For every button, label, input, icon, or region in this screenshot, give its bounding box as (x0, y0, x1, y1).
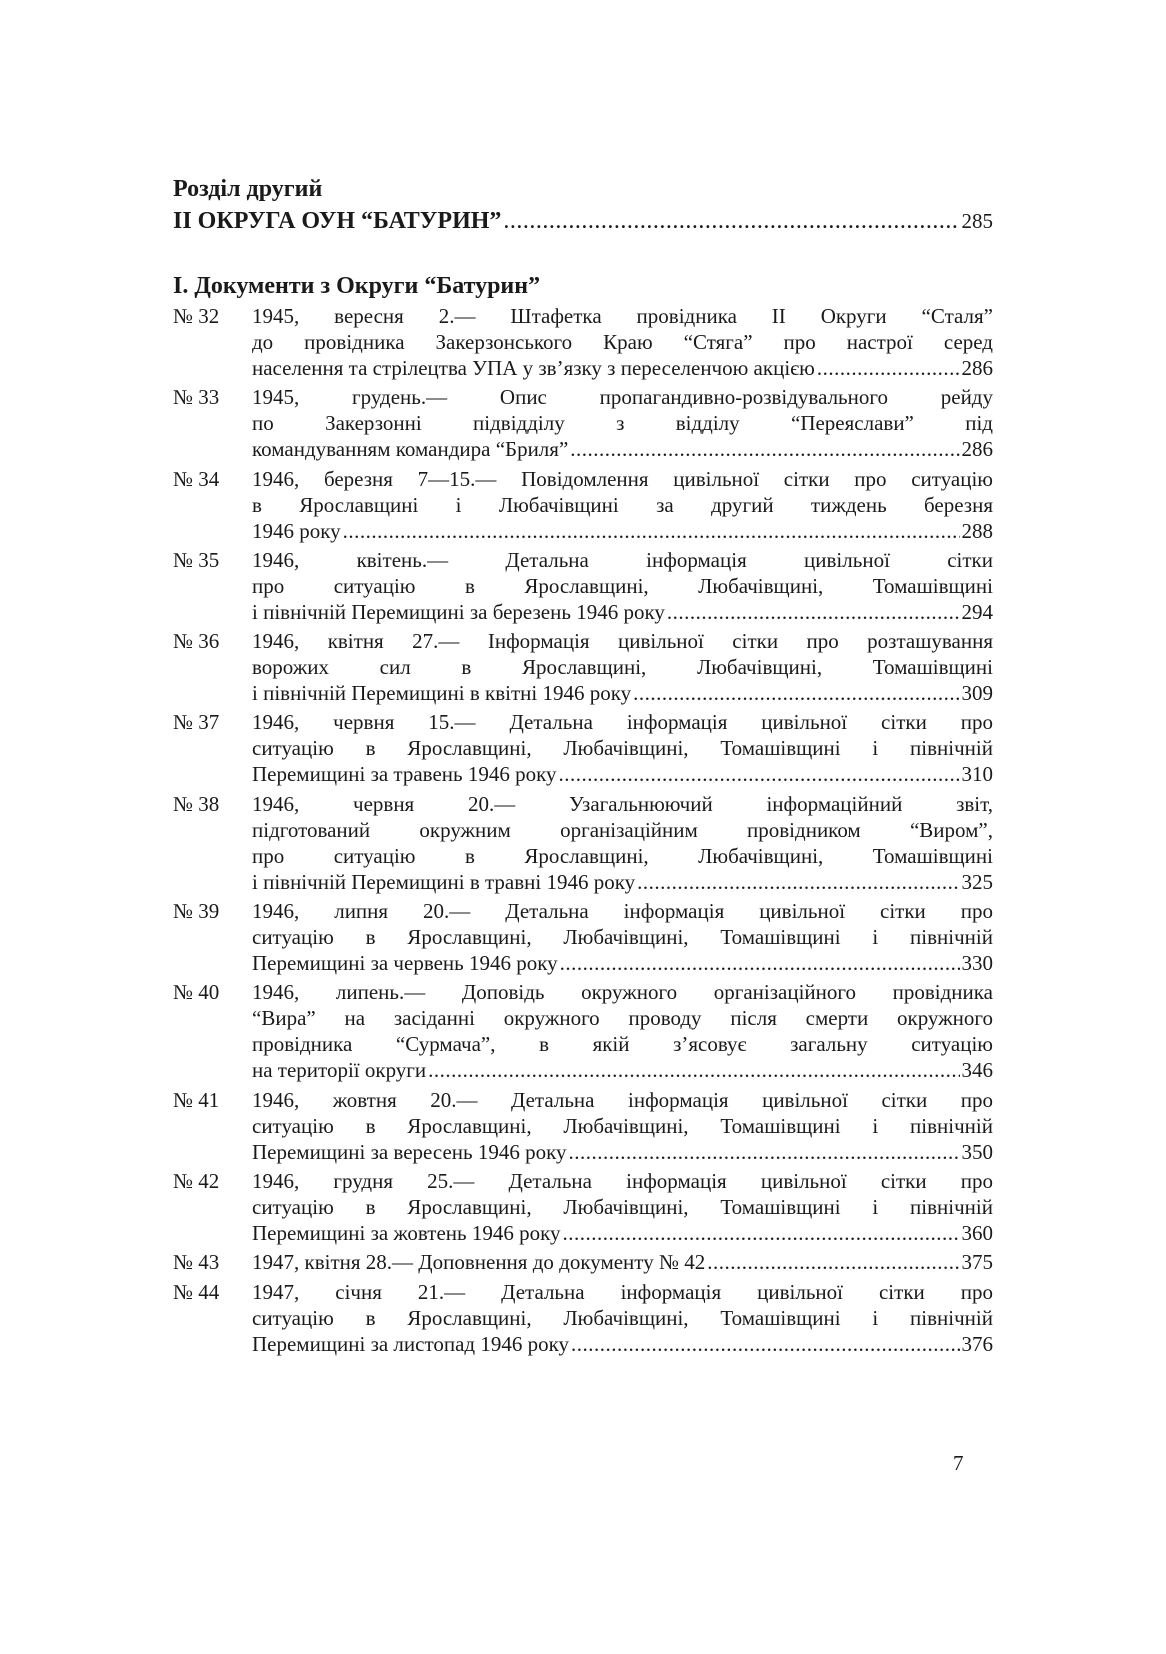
entry-line: Перемищині за жовтень 1946 року (252, 1220, 561, 1245)
dot-leader (707, 1249, 959, 1275)
entry-last-line (252, 1249, 993, 1275)
dot-leader (570, 436, 959, 462)
part-title-line (173, 205, 993, 237)
entry-line: 1946, березня 7—15.— Повідомлення цивільної сітки про ситуацію (252, 466, 993, 491)
entry-line: підготований окружним організаційним провідником “Виром”, (252, 817, 993, 842)
entry-line: населення та стрілецтва УПА у зв’язку з переселенчою акцією (252, 356, 815, 380)
dot-leader (569, 1139, 960, 1165)
section-title: І. Документи з Округи “Батурин” (173, 273, 541, 299)
entry-line: 1947, січня 21.— Детальна інформація цивільної сітки про (252, 1279, 993, 1304)
entry-line: на території округи (252, 1058, 427, 1083)
toc-entry (173, 898, 993, 976)
entry-description (252, 1279, 993, 1357)
entry-line: ситуацію в Ярославщині, Любачівщині, Томашівщині і північній (252, 925, 993, 950)
toc-entry (173, 709, 993, 787)
document-number: № 44 (173, 1279, 220, 1304)
part-page-number: 285 (961, 209, 993, 233)
toc-entry (173, 791, 993, 895)
entry-line: 1945, грудень.— Опис пропагандивно-розвідувального рейду (252, 385, 993, 410)
entry-page-number: 288 (961, 518, 993, 543)
entry-line: 1946, червня 20.— Узагальнюючий інформаційний звіт, (252, 791, 993, 816)
dot-leader (428, 1057, 959, 1083)
entry-line: 1946, липня 20.— Детальна інформація цивільної сітки про (252, 899, 993, 924)
entry-description (252, 628, 993, 706)
document-number: № 35 (173, 547, 220, 572)
document-number: № 41 (173, 1087, 220, 1112)
entry-line: Перемищині за червень 1946 року (252, 951, 558, 976)
toc-entry (173, 384, 993, 462)
toc-entry (173, 628, 993, 706)
entry-description (252, 384, 993, 462)
entry-line: 1947, квітня 28.— Доповнення до документу № 42 (252, 1250, 706, 1275)
entry-line: про ситуацію в Ярославщині, Любачівщині, Томашівщині (252, 573, 993, 598)
document-number: № 32 (173, 304, 220, 328)
entry-line: 1946, липень.— Доповідь окружного організаційного провідника (252, 980, 993, 1005)
entry-line: 1945, вересня 2.— Штафетка провідника II Округи “Сталя” (252, 304, 993, 328)
document-number: № 33 (173, 385, 220, 410)
entry-line: провідника “Сурмача”, в якій з’ясовує загальну ситуацію (252, 1032, 993, 1057)
entry-description (252, 979, 993, 1083)
entry-page-number: 346 (961, 1058, 993, 1083)
entry-description (252, 1168, 993, 1246)
part-heading: Розділ другий (173, 176, 323, 202)
entry-line: ситуацію в Ярославщині, Любачівщині, Томашівщині і північній (252, 736, 993, 761)
toc-entry (173, 547, 993, 625)
toc-entry (173, 979, 993, 1083)
document-number: № 36 (173, 629, 220, 654)
entry-line: в Ярославщині і Любачівщині за другий тиждень березня (252, 492, 993, 517)
entry-last-line (252, 761, 993, 787)
entry-last-line (252, 680, 993, 706)
entry-page-number: 330 (961, 951, 993, 976)
entry-line: Перемищині за вересень 1946 року (252, 1139, 567, 1164)
entry-description (252, 791, 993, 895)
document-number: № 34 (173, 466, 220, 491)
entry-page-number: 310 (961, 762, 993, 787)
document-number: № 42 (173, 1168, 220, 1193)
entry-line: “Вира” на засіданні окружного проводу після смерти окружного (252, 1006, 993, 1031)
toc-entry (173, 1249, 993, 1275)
entry-page-number: 376 (961, 1331, 993, 1356)
dot-leader (343, 518, 960, 544)
document-number: № 38 (173, 791, 220, 816)
entry-last-line (252, 436, 993, 462)
entry-line: ситуацію в Ярославщині, Любачівщині, Томашівщині і північній (252, 1305, 993, 1330)
entry-last-line (252, 518, 993, 544)
toc-entry (173, 1168, 993, 1246)
dot-leader (637, 869, 959, 895)
dot-leader (571, 1331, 959, 1357)
entry-page-number: 286 (961, 437, 993, 462)
entry-page-number: 360 (961, 1220, 993, 1245)
entry-page-number: 350 (961, 1139, 993, 1164)
dot-leader (503, 205, 959, 237)
toc-entry (173, 303, 993, 381)
toc-entry (173, 1087, 993, 1165)
entry-line: ситуацію в Ярославщині, Любачівщині, Томашівщині і північній (252, 1113, 993, 1138)
part-title: II ОКРУГА ОУН “БАТУРИН” (173, 208, 502, 234)
entry-line: 1946, квітень.— Детальна інформація цивільної сітки (252, 547, 993, 572)
entry-line: по Закерзонні підвідділу з відділу “Переяслави” під (252, 411, 993, 436)
table-of-contents (173, 174, 993, 1360)
entry-line: Перемищині за листопад 1946 року (252, 1331, 570, 1356)
entry-line: і північній Перемищині в квітні 1946 року (252, 681, 632, 706)
entry-description (252, 303, 993, 381)
entry-line: до провідника Закерзонського Краю “Стяга” про настрої серед (252, 330, 993, 354)
entry-line: ситуацію в Ярославщині, Любачівщині, Томашівщині і північній (252, 1194, 993, 1219)
entry-line: командуванням командира “Бриля” (252, 437, 569, 462)
entry-description (252, 1249, 993, 1275)
dot-leader (559, 761, 960, 787)
entry-last-line (252, 1057, 993, 1083)
entry-page-number: 309 (961, 681, 993, 706)
entry-line: ворожих сил в Ярославщині, Любачівщині, Томашівщині (252, 655, 993, 680)
entry-last-line (252, 1331, 993, 1357)
entry-last-line (252, 869, 993, 895)
entry-last-line (252, 950, 993, 976)
entry-description (252, 898, 993, 976)
dot-leader (560, 950, 960, 976)
entry-line: 1946, квітня 27.— Інформація цивільної сітки про розташування (252, 629, 993, 654)
entry-description (252, 1087, 993, 1165)
toc-entry (173, 466, 993, 544)
entry-description (252, 547, 993, 625)
entry-line: і північній Перемищині за березень 1946 року (252, 599, 665, 624)
entry-line: і північній Перемищині в травні 1946 року (252, 869, 636, 894)
entry-line: 1946, жовтня 20.— Детальна інформація цивільної сітки про (252, 1087, 993, 1112)
entry-line: 1946 року (252, 518, 341, 543)
entry-line: 1946, червня 15.— Детальна інформація цивільної сітки про (252, 710, 993, 735)
entry-line: Перемищині за травень 1946 року (252, 762, 557, 787)
entry-last-line (252, 1220, 993, 1246)
dot-leader (563, 1220, 960, 1246)
entry-last-line (252, 1139, 993, 1165)
page-number: 7 (953, 1451, 964, 1475)
dot-leader (633, 680, 959, 706)
toc-entry (173, 1279, 993, 1357)
entry-description (252, 466, 993, 544)
entry-description (252, 709, 993, 787)
entry-page-number: 286 (961, 356, 993, 380)
entry-page-number: 375 (961, 1250, 993, 1275)
dot-leader (667, 599, 960, 625)
document-number: № 43 (173, 1250, 220, 1275)
dot-leader (817, 355, 960, 381)
entry-page-number: 294 (961, 599, 993, 624)
entry-line: 1946, грудня 25.— Детальна інформація цивільної сітки про (252, 1168, 993, 1193)
document-number: № 39 (173, 899, 220, 924)
entry-last-line (252, 599, 993, 625)
entry-last-line (252, 355, 993, 381)
toc-entries (173, 303, 993, 1357)
entry-line: про ситуацію в Ярославщині, Любачівщині, Томашівщині (252, 843, 993, 868)
document-number: № 37 (173, 710, 220, 735)
entry-page-number: 325 (961, 869, 993, 894)
document-number: № 40 (173, 980, 220, 1005)
